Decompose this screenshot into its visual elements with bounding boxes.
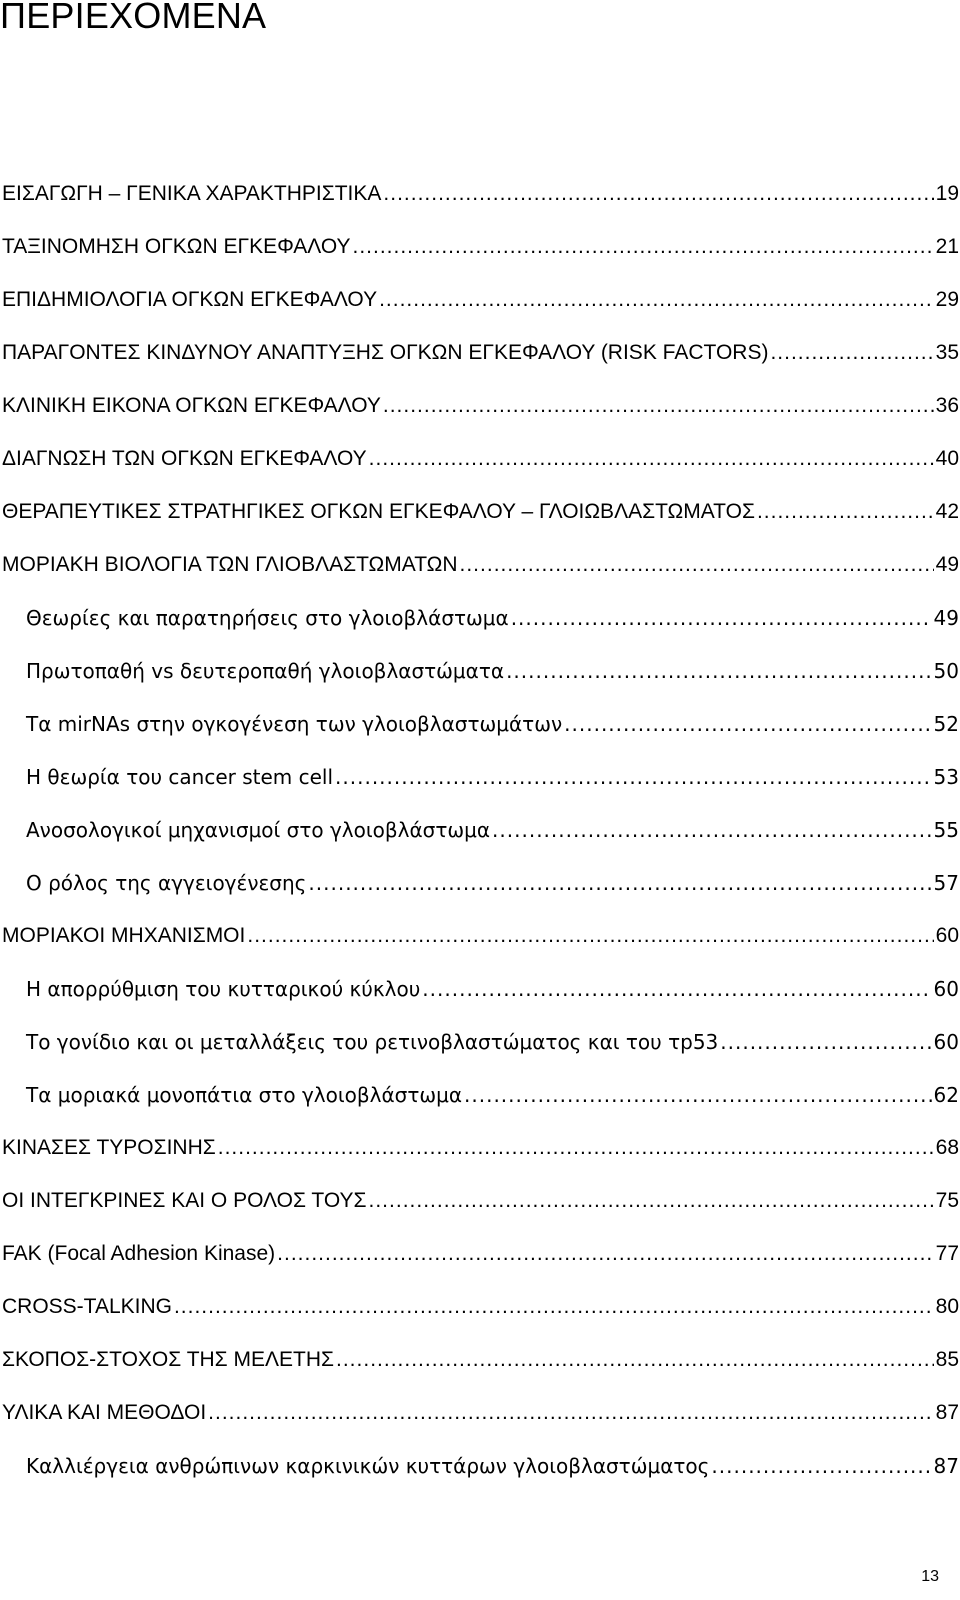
toc-page-number: 75 bbox=[935, 1189, 959, 1212]
toc-subentry[interactable] bbox=[26, 654, 959, 688]
toc-entry-label: ΟΙ ΙΝΤΕΓΚΡΙΝΕΣ ΚΑΙ Ο ΡΟΛΟΣ ΤΟΥΣ bbox=[2, 1189, 367, 1212]
toc-entry[interactable] bbox=[2, 1290, 959, 1324]
toc-dot-leader bbox=[208, 1396, 933, 1430]
toc-page-number: 55 bbox=[933, 818, 959, 842]
toc-entry-label: Καλλιέργεια ανθρώπινων καρκινικών κυττάρων γλοιοβλαστώματος bbox=[26, 1454, 710, 1478]
toc-dot-leader bbox=[383, 389, 934, 423]
toc-entry-label: Τα mirNAs στην ογκογένεση των γλοιοβλαστωμάτων bbox=[26, 712, 563, 736]
toc-page-number: 21 bbox=[935, 235, 959, 258]
toc-page-number: 52 bbox=[933, 712, 959, 736]
toc-entry-label: Θεωρίες και παρατηρήσεις στο γλοιοβλάστωμα bbox=[26, 606, 509, 630]
toc-subentry[interactable] bbox=[26, 601, 959, 635]
toc-page-number: 80 bbox=[935, 1295, 959, 1318]
toc-subentry[interactable] bbox=[26, 1449, 959, 1483]
toc-entry[interactable] bbox=[2, 919, 959, 953]
toc-entry-label: ΘΕΡΑΠΕΥΤΙΚΕΣ ΣΤΡΑΤΗΓΙΚΕΣ ΟΓΚΩΝ ΕΓΚΕΦΑΛΟΥ – ΓΛΟΙΩΒΛΑΣΤΩΜΑΤΟΣ bbox=[2, 500, 755, 523]
toc-page-number: 53 bbox=[933, 765, 959, 789]
toc-dot-leader bbox=[353, 230, 934, 264]
toc-entry[interactable] bbox=[2, 1131, 959, 1165]
toc-entry-label: ΔΙΑΓΝΩΣΗ ΤΩΝ ΟΓΚΩΝ ΕΓΚΕΦΑΛΟΥ bbox=[2, 447, 367, 470]
toc-dot-leader bbox=[336, 1343, 934, 1377]
toc-dot-leader bbox=[335, 760, 932, 794]
toc-page-number: 29 bbox=[935, 288, 959, 311]
toc-entry[interactable] bbox=[2, 389, 959, 423]
toc-entry-label: Ανοσολογικοί μηχανισμοί στο γλοιοβλάστωμα bbox=[26, 818, 491, 842]
toc-entry[interactable] bbox=[2, 336, 959, 370]
toc-page-number: 62 bbox=[933, 1083, 959, 1107]
toc-entry[interactable] bbox=[2, 548, 959, 582]
toc-dot-leader bbox=[464, 1078, 932, 1112]
toc-entry[interactable] bbox=[2, 1184, 959, 1218]
page-title: ΠΕΡΙΕΧΟΜΕΝΑ bbox=[0, 0, 267, 36]
toc-page-number: 50 bbox=[933, 659, 959, 683]
toc-entry-label: ΣΚΟΠΟΣ-ΣΤΟΧΟΣ ΤΗΣ ΜΕΛΕΤΗΣ bbox=[2, 1348, 335, 1371]
toc-dot-leader bbox=[564, 707, 931, 741]
toc-page-number: 60 bbox=[935, 924, 959, 947]
toc-page-number: 49 bbox=[935, 553, 959, 576]
toc-entry-label: Ο ρόλος της αγγειογένεσης bbox=[26, 871, 307, 895]
toc-page-number: 77 bbox=[935, 1242, 959, 1265]
toc-entry[interactable] bbox=[2, 230, 959, 264]
toc-subentry[interactable] bbox=[26, 1025, 959, 1059]
toc-entry-label: ΕΠΙΔΗΜΙΟΛΟΓΙΑ ΟΓΚΩΝ ΕΓΚΕΦΑΛΟΥ bbox=[2, 288, 378, 311]
toc-entry[interactable] bbox=[2, 1396, 959, 1430]
toc-entry-label: ΚΙΝΑΣΕΣ ΤΥΡΟΣΙΝΗΣ bbox=[2, 1136, 216, 1159]
toc-page-number: 60 bbox=[933, 1030, 959, 1054]
toc-entry[interactable] bbox=[2, 1343, 959, 1377]
toc-dot-leader bbox=[174, 1290, 934, 1324]
toc-subentry[interactable] bbox=[26, 866, 959, 900]
toc-entry-label: ΥΛΙΚΑ ΚΑΙ ΜΕΘΟΔΟΙ bbox=[2, 1401, 207, 1424]
toc-page-number: 87 bbox=[933, 1454, 959, 1478]
toc-dot-leader bbox=[379, 283, 934, 317]
toc-page-number: 60 bbox=[933, 977, 959, 1001]
toc-page-number: 85 bbox=[935, 1348, 959, 1371]
toc-entry-label: ΜΟΡΙΑΚΟΙ ΜΗΧΑΝΙΣΜΟΙ bbox=[2, 924, 246, 947]
toc-subentry[interactable] bbox=[26, 760, 959, 794]
toc-dot-leader bbox=[460, 548, 934, 582]
toc-entry[interactable] bbox=[2, 442, 959, 476]
toc-dot-leader bbox=[720, 1025, 931, 1059]
toc-subentry[interactable] bbox=[26, 707, 959, 741]
toc-entry-label: Πρωτοπαθή vs δευτεροπαθή γλοιοβλαστώματα bbox=[26, 659, 505, 683]
toc-dot-leader bbox=[369, 1184, 934, 1218]
toc-dot-leader bbox=[277, 1237, 933, 1271]
toc-entry-label: ΚΛΙΝΙΚΗ ΕΙΚΟΝΑ ΟΓΚΩΝ ΕΓΚΕΦΑΛΟΥ bbox=[2, 394, 381, 417]
toc-page-number: 19 bbox=[935, 182, 959, 205]
toc-entry[interactable] bbox=[2, 177, 959, 211]
toc-page-number: 42 bbox=[935, 500, 959, 523]
toc-entry-label: FAK (Focal Adhesion Kinase) bbox=[2, 1242, 276, 1265]
toc-dot-leader bbox=[492, 813, 932, 847]
toc-entry-label: Η απορρύθμιση του κυτταρικού κύκλου bbox=[26, 977, 421, 1001]
toc-dot-leader bbox=[511, 601, 932, 635]
toc-page-number: 87 bbox=[935, 1401, 959, 1424]
toc-page-number: 49 bbox=[933, 606, 959, 630]
toc-page-number: 68 bbox=[935, 1136, 959, 1159]
toc-dot-leader bbox=[422, 972, 931, 1006]
page-footer-number: 13 bbox=[921, 1568, 939, 1585]
toc-entry-label: CROSS-TALKING bbox=[2, 1295, 172, 1318]
toc-entry-label: ΠΑΡΑΓΟΝΤΕΣ ΚΙΝΔΥΝΟΥ ΑΝΑΠΤΥΞΗΣ ΟΓΚΩΝ ΕΓΚΕΦΑΛΟΥ (RISK FACTORS) bbox=[2, 341, 769, 364]
toc-dot-leader bbox=[757, 495, 934, 529]
toc-subentry[interactable] bbox=[26, 972, 959, 1006]
toc-entry-label: ΕΙΣΑΓΩΓΗ – ΓΕΝΙΚΑ ΧΑΡΑΚΤΗΡΙΣΤΙΚΑ bbox=[2, 182, 382, 205]
toc-entry-label: Τα μοριακά μονοπάτια στο γλοιοβλάστωμα bbox=[26, 1083, 463, 1107]
toc-page-number: 57 bbox=[933, 871, 959, 895]
toc-dot-leader bbox=[369, 442, 934, 476]
toc-entry[interactable] bbox=[2, 1237, 959, 1271]
toc-page-number: 36 bbox=[935, 394, 959, 417]
toc-entry-label: ΜΟΡΙΑΚΗ ΒΙΟΛΟΓΙΑ ΤΩΝ ΓΛΙΟΒΛΑΣΤΩΜΑΤΩΝ bbox=[2, 553, 458, 576]
toc-dot-leader bbox=[770, 336, 933, 370]
toc-dot-leader bbox=[506, 654, 931, 688]
toc-page-number: 40 bbox=[935, 447, 959, 470]
toc-page-number: 35 bbox=[935, 341, 959, 364]
toc-subentry[interactable] bbox=[26, 1078, 959, 1112]
toc-entry[interactable] bbox=[2, 495, 959, 529]
toc-entry-label: Το γονίδιο και οι μεταλλάξεις του ρετινοβλαστώματος και του τp53 bbox=[26, 1030, 719, 1054]
toc-dot-leader bbox=[247, 919, 933, 953]
toc-entry-label: Η θεωρία του cancer stem cell bbox=[26, 765, 334, 789]
toc-subentry[interactable] bbox=[26, 813, 959, 847]
toc-entry[interactable] bbox=[2, 283, 959, 317]
toc-dot-leader bbox=[711, 1449, 931, 1483]
toc-dot-leader bbox=[383, 177, 933, 211]
toc-entry-label: ΤΑΞΙΝΟΜΗΣΗ ΟΓΚΩΝ ΕΓΚΕΦΑΛΟΥ bbox=[2, 235, 351, 258]
toc-dot-leader bbox=[308, 866, 931, 900]
toc-dot-leader bbox=[218, 1131, 934, 1165]
